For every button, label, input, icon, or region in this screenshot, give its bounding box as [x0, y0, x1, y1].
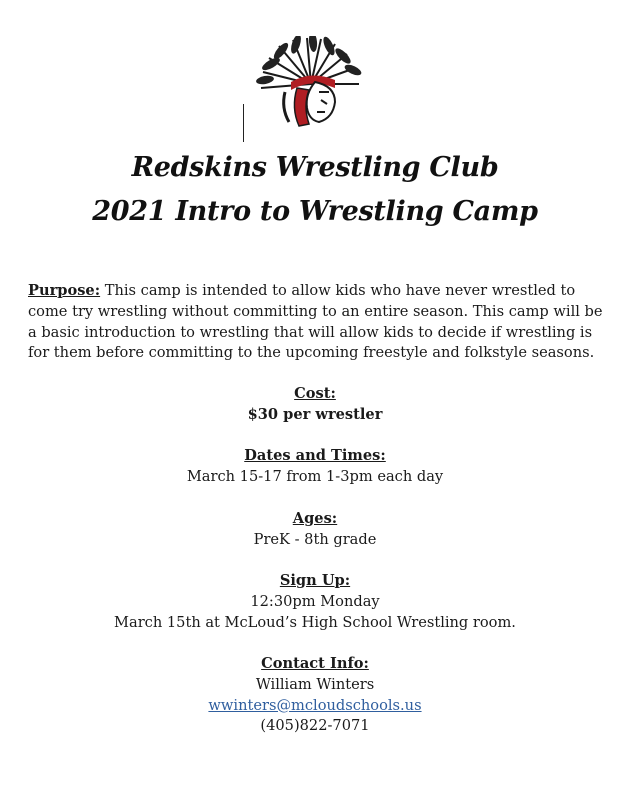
cost-value: $30 per wrestler: [247, 405, 383, 423]
ages-section: [0, 509, 630, 551]
contact-section: [0, 654, 630, 737]
cost-section: [0, 384, 630, 426]
club-title: Redskins Wrestling Club: [131, 152, 499, 183]
signup-section: [0, 571, 630, 633]
purpose-paragraph: [28, 281, 612, 364]
signup-location: March 15th at McLoud’s High School Wrestling room.: [114, 613, 516, 631]
ages-heading: Ages:: [292, 510, 338, 527]
purpose-label: Purpose:: [28, 282, 101, 299]
warrior-headdress-logo-icon: [255, 36, 367, 132]
cost-heading: Cost:: [294, 385, 336, 402]
contact-name: William Winters: [255, 675, 375, 693]
contact-heading: Contact Info:: [261, 655, 369, 672]
dates-value: March 15-17 from 1-3pm each day: [186, 467, 444, 485]
contact-email-link[interactable]: wwinters@mcloudschools.us: [208, 696, 422, 714]
purpose-text: This camp is intended to allow kids who have never wrestled to come try wrestling without committing to an entire season. This camp will be a basic introduction to wrestling that will allow kids to decide if wrestling is for them before committing to the upcoming freestyle and folkstyle seasons.: [28, 282, 603, 362]
ages-value: PreK - 8th grade: [253, 530, 377, 548]
signup-time: 12:30pm Monday: [250, 592, 380, 610]
signup-heading: Sign Up:: [279, 572, 351, 589]
dates-section: [0, 446, 630, 488]
dates-heading: Dates and Times:: [244, 447, 386, 464]
contact-phone: (405)822-7071: [260, 717, 370, 735]
camp-title: 2021 Intro to Wrestling Camp: [92, 196, 538, 227]
text-cursor: [243, 104, 244, 142]
